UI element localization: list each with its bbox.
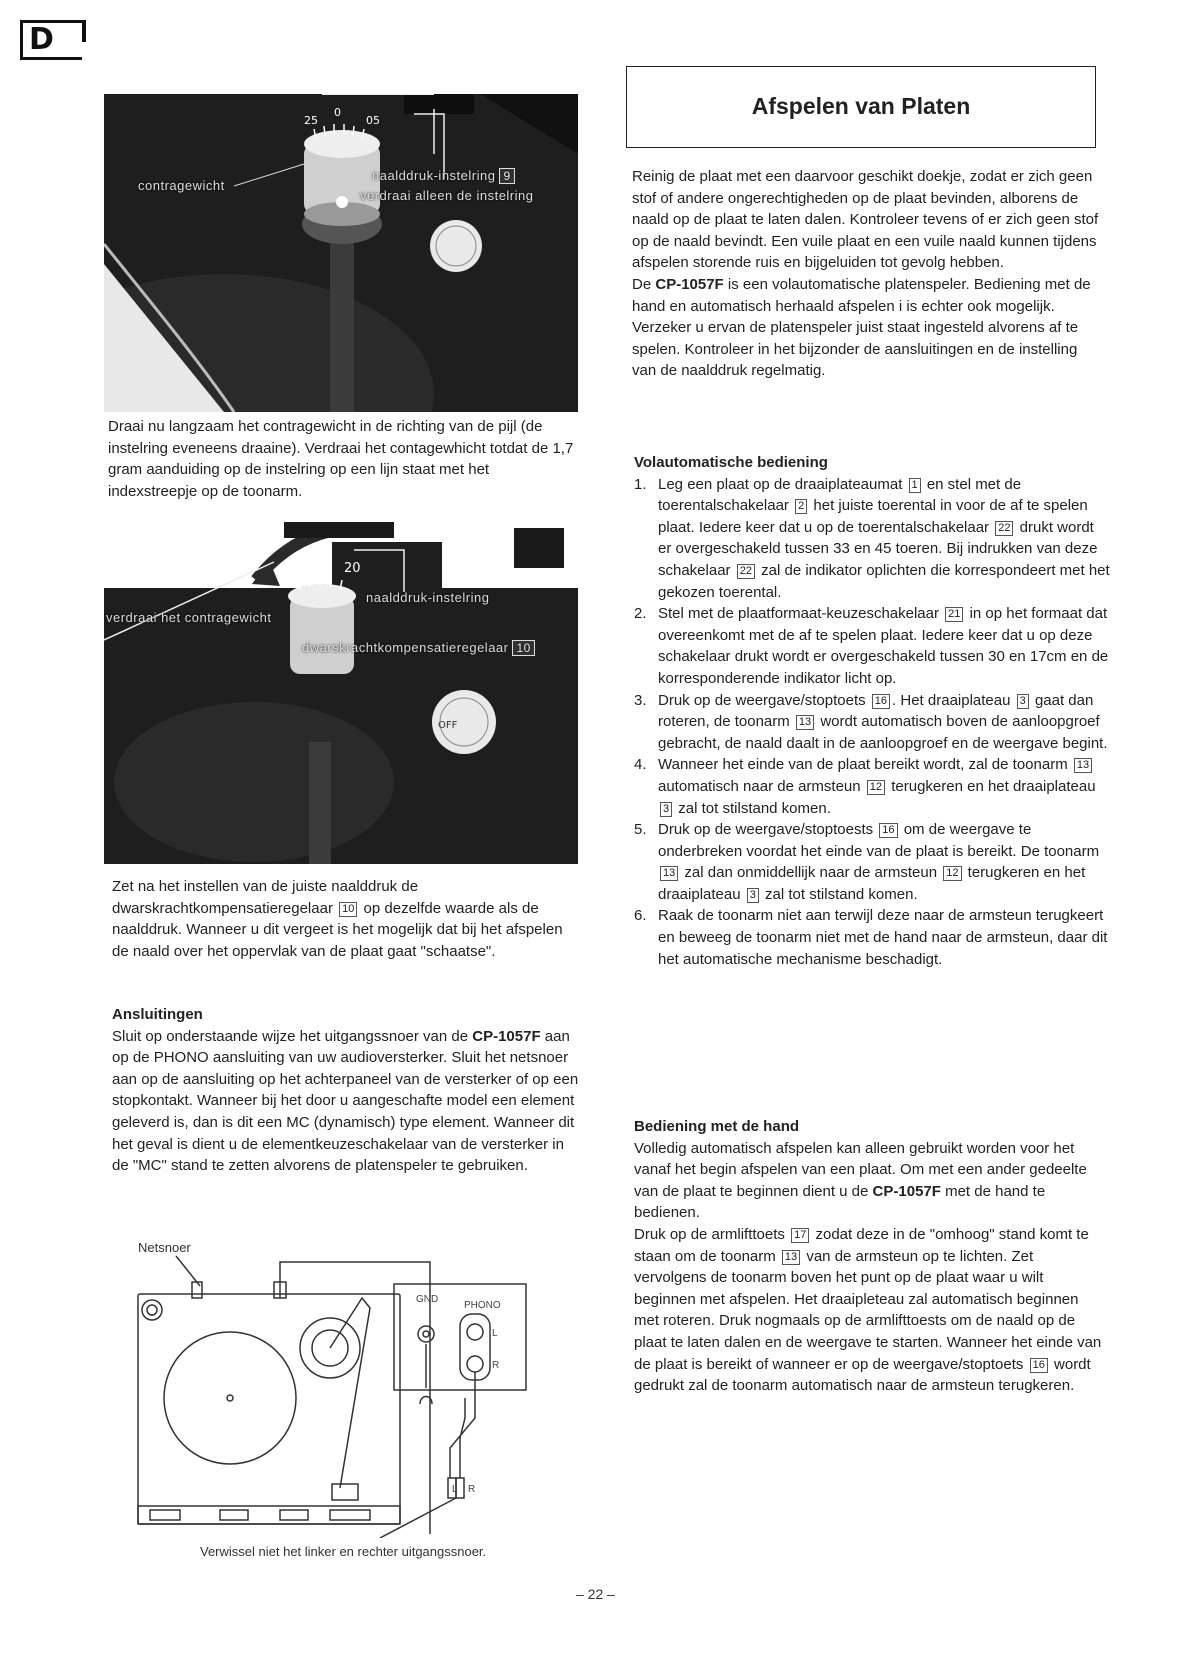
manual-part2: met de hand te bedienen. — [634, 1182, 1046, 1222]
connections-section — [112, 1004, 582, 1177]
step-4-ref-1: 13 — [1074, 758, 1092, 773]
antiskate-caption-part1: Zet na het instellen van de juiste naalddruk de dwarskrachtkompensatieregelaar — [112, 878, 419, 917]
antiskate-photo — [104, 522, 578, 864]
step-2-ref-1: 21 — [945, 607, 963, 622]
counterweight-photo-drawing — [104, 94, 578, 412]
step-5-text-a: Druk op de weergave/stoptoests — [658, 821, 874, 839]
auto-steps-list — [634, 474, 1110, 971]
turn-only-ring-label: verdraai alleen de instelring — [360, 188, 534, 203]
diagram-caption: Verwissel niet het linker en rechter uitgangssnoer. — [200, 1544, 487, 1559]
needle-pressure-ring-label-text: naalddruk-instelring — [372, 168, 496, 183]
step-2-text-a: Stel met de plaatformaat-keuzeschakelaar — [658, 605, 939, 623]
manual-operation-section — [634, 1116, 1104, 1397]
connections-model: CP-1057F — [472, 1027, 541, 1045]
plug-r-label: R — [468, 1484, 476, 1495]
step-5-ref-4: 3 — [747, 888, 759, 903]
step-3-text-c: gaat dan roteren, de toonarm — [658, 691, 1094, 731]
step-1-ref-3: 22 — [995, 521, 1013, 536]
counterweight-caption: Draai nu langzaam het contragewicht in de richting van de pijl (de instelring eveneens draaine). Verdraai het contagewhicht totdat de 1,7 gram aanduiding op de instelring op een lijn staat met het indexstreepje op de toonarm. — [108, 418, 574, 500]
step-3-text-d: wordt automatisch boven de aanloopgroef gebracht, de naald daalt in de aanloopgroef en de weergave begint. — [658, 713, 1108, 752]
phono-label: PHONO — [464, 1300, 501, 1311]
manual-ref-3: 16 — [1030, 1358, 1048, 1373]
step-1-text-d: drukt wordt er overgeschakeld tussen 33 en 45 toeren. Bij indrukken van deze schakelaar — [658, 518, 1098, 579]
step-5-text-b: om de weergave te onderbreken voordat het einde van de plaat is bereikt. De toonarm — [658, 821, 1100, 860]
needle-pressure-ring-label — [372, 168, 515, 184]
needle-pressure-ring-label-2: naalddruk-instelring — [366, 590, 490, 605]
step-1-ref-4: 22 — [737, 564, 755, 579]
step-5-text-d: terugkeren en het draaiplateau — [658, 864, 1086, 903]
manual-ref-2: 13 — [782, 1250, 800, 1265]
page-number: – 22 – — [576, 1586, 615, 1602]
step-1-ref-2: 2 — [795, 499, 807, 514]
step-6 — [634, 905, 1110, 970]
step-4-ref-2: 12 — [867, 780, 885, 795]
language-badge: D — [20, 20, 82, 60]
step-2-number: 2. — [634, 605, 647, 623]
step-1-text-a: Leg een plaat op de draaiplateaumat — [658, 475, 903, 493]
step-1-ref-1: 1 — [909, 478, 921, 493]
step-6-text-a: Raak de toonarm niet aan terwijl deze naar de armsteun terugkeert en beweeg de toonarm niet met de hand naar de armsteun, daar dit het automatische mechanisme beschadigt. — [658, 907, 1108, 968]
step-2 — [634, 603, 1110, 689]
manual-part4: zodat deze in de "omhoog" stand komt te staan om de toonarm — [634, 1225, 1089, 1265]
connections-body-part1: Sluit op onderstaande wijze het uitgangssnoer van de — [112, 1027, 469, 1045]
manual-part5: van de armsteun op te lichten. Zet vervolgens de toonarm boven het punt op de plaat waar u wilt beginnen met afspelen. Het draaipleteau zal automatisch beginnen met roteren. Druk nogmaals op de armlifttoests om de naald op de plaat te laten dalen en de weergave te starten. Wanneer het einde van de plaat is bereikt of wanneer er op de weergave/stoptoets — [634, 1247, 1102, 1373]
step-5-ref-1: 16 — [879, 823, 897, 838]
svg-text:15: 15 — [300, 557, 317, 572]
section-title-box — [626, 66, 1096, 148]
antiskate-ref: 10 — [512, 640, 534, 656]
intro-part1: Reinig de plaat met een daarvoor geschikt doekje, zodat er zich geen stof of andere ongerechtigheden op de plaat bevinden, alborens de naald op de plaat te laten dalen. Kontroleer tevens of er zich geen stof op de naald bevindt. Een vuile plaat en een vuile naald kunnen tijdens afspelen storende ruis en bijgeluiden tot gevolg hebben. — [632, 168, 1099, 272]
auto-operation-heading: Volautomatische bediening — [634, 454, 828, 471]
auto-operation-section — [634, 452, 1110, 970]
step-5-text-c: zal dan onmiddellijk naar de armsteun — [684, 864, 938, 882]
svg-text:05: 05 — [366, 114, 380, 127]
svg-text:OFF: OFF — [438, 720, 458, 731]
turn-counterweight-label: verdraai het contragewicht — [106, 610, 272, 625]
counterweight-label: contragewicht — [138, 178, 225, 193]
step-4-text-a: Wanneer het einde van de plaat bereikt wordt, zal de toonarm — [658, 756, 1068, 774]
step-4-text-c: terugkeren en het draaiplateau — [891, 777, 1096, 795]
plug-l-label: L — [452, 1484, 458, 1495]
manual-part3: Druk op de armlifttoets — [634, 1225, 785, 1243]
connections-heading: Ansluitingen — [112, 1006, 203, 1023]
counterweight-photo — [104, 94, 578, 412]
step-5-ref-3: 12 — [943, 866, 961, 881]
manual-ref-1: 17 — [791, 1228, 809, 1243]
step-3-text-b: . Het draaiplateau — [892, 691, 1011, 709]
connection-diagram — [130, 1238, 570, 1538]
step-5-text-e: zal tot stilstand komen. — [765, 885, 918, 903]
step-6-number: 6. — [634, 907, 647, 925]
step-3 — [634, 690, 1110, 755]
antiskate-label-text: dwarskrachtkompensatieregelaar — [302, 640, 509, 655]
step-3-number: 3. — [634, 691, 647, 709]
step-1-text-c: het juiste toerental in voor de af te spelen plaat. Iedere keer dat u op de toerentalschakelaar — [658, 497, 1088, 536]
step-3-ref-1: 16 — [872, 694, 890, 709]
step-5-number: 5. — [634, 821, 647, 839]
manual-part6: wordt gedrukt zal de toonarm automatisch naar de armsteun terugkeren. — [634, 1355, 1091, 1395]
step-2-text-b: in op het formaat dat overeenkomt met de af te spelen plaat. Iedere keer dat u op deze schakelaar drukt wordt er overgeschakeld tussen 30 en 17cm en de korresponderende indikator licht op. — [658, 605, 1109, 687]
antiskate-photo-drawing — [104, 522, 578, 864]
power-cord-label: Netsnoer — [138, 1240, 191, 1255]
svg-text:25: 25 — [304, 114, 318, 127]
gnd-label: GND — [416, 1294, 439, 1305]
step-4-number: 4. — [634, 756, 647, 774]
antiskate-caption-ref: 10 — [339, 902, 357, 917]
connections-body — [112, 1026, 582, 1177]
phono-r-label: R — [492, 1360, 500, 1371]
intro-model: CP-1057F — [655, 275, 724, 293]
step-1-text-b: en stel met de toerentalschakelaar — [658, 475, 1022, 515]
antiskate-caption-part2: op dezelfde waarde als de naalddruk. Wanneer u dit vergeet is het mogelijk dat bij het afspelen de naald over het oppervlak van de plaat gaat "schaatse". — [112, 899, 563, 960]
svg-text:0: 0 — [334, 106, 341, 119]
step-1-text-e: zal de indikator oplichten die korrespondeert met het gekozen toerental. — [658, 561, 1110, 601]
step-3-ref-2: 3 — [1017, 694, 1029, 709]
step-4-text-b: automatisch naar de armsteun — [658, 777, 861, 795]
intro-model-pre: De — [632, 275, 652, 293]
manual-part1: Volledig automatisch afspelen kan alleen gebruikt worden voor het vanaf het begin afspelen van een plaat. Om met een ander gedeelte van de plaat te beginnen dient u de — [634, 1139, 1087, 1200]
connections-body-part2: aan op de PHONO aansluiting van uw audioversterker. Sluit het netsnoer aan op de aansluiting op het achterpaneel van de versterker of op een stopkontakt. Wanneer bij het door u aangeschafte model een element geleverd is, dan is dit een MC (dynamisch) type element. Wanneer dit het geval is dient u de elementkeuzeschakelaar van de versterker in de "MC" stand te zetten alvorens de platenspeler te gebruiken. — [112, 1027, 579, 1175]
step-1 — [634, 474, 1110, 604]
needle-pressure-ring-ref: 9 — [499, 168, 514, 184]
step-3-ref-3: 13 — [796, 715, 814, 730]
step-4-text-d: zal tot stilstand komen. — [678, 799, 831, 817]
intro-part2: is een volautomatische platenspeler. Bediening met de hand en automatisch herhaald afspelen i is echter ook mogelijk. Verzeker u ervan de platenspeler juist staat ingesteld alvorens af te spelen. Kontroleer in het bijzonder de aansluitingen en de instelling van de naalddruk regelmatig. — [632, 275, 1091, 380]
section-title: Afspelen van Platen — [751, 93, 971, 119]
phono-l-label: L — [492, 1328, 498, 1339]
step-3-text-a: Druk op de weergave/stoptoets — [658, 691, 866, 709]
step-4 — [634, 754, 1110, 819]
manual-operation-heading: Bediening met de hand — [634, 1118, 800, 1135]
step-5-ref-2: 13 — [660, 866, 678, 881]
step-4-ref-3: 3 — [660, 802, 672, 817]
antiskate-caption — [112, 876, 582, 962]
svg-text:20: 20 — [344, 561, 361, 576]
manual-operation-body — [634, 1138, 1104, 1397]
antiskate-label — [302, 640, 535, 656]
intro-text — [632, 166, 1102, 382]
step-1-number: 1. — [634, 475, 647, 493]
step-5 — [634, 819, 1110, 905]
manual-model: CP-1057F — [872, 1182, 941, 1200]
